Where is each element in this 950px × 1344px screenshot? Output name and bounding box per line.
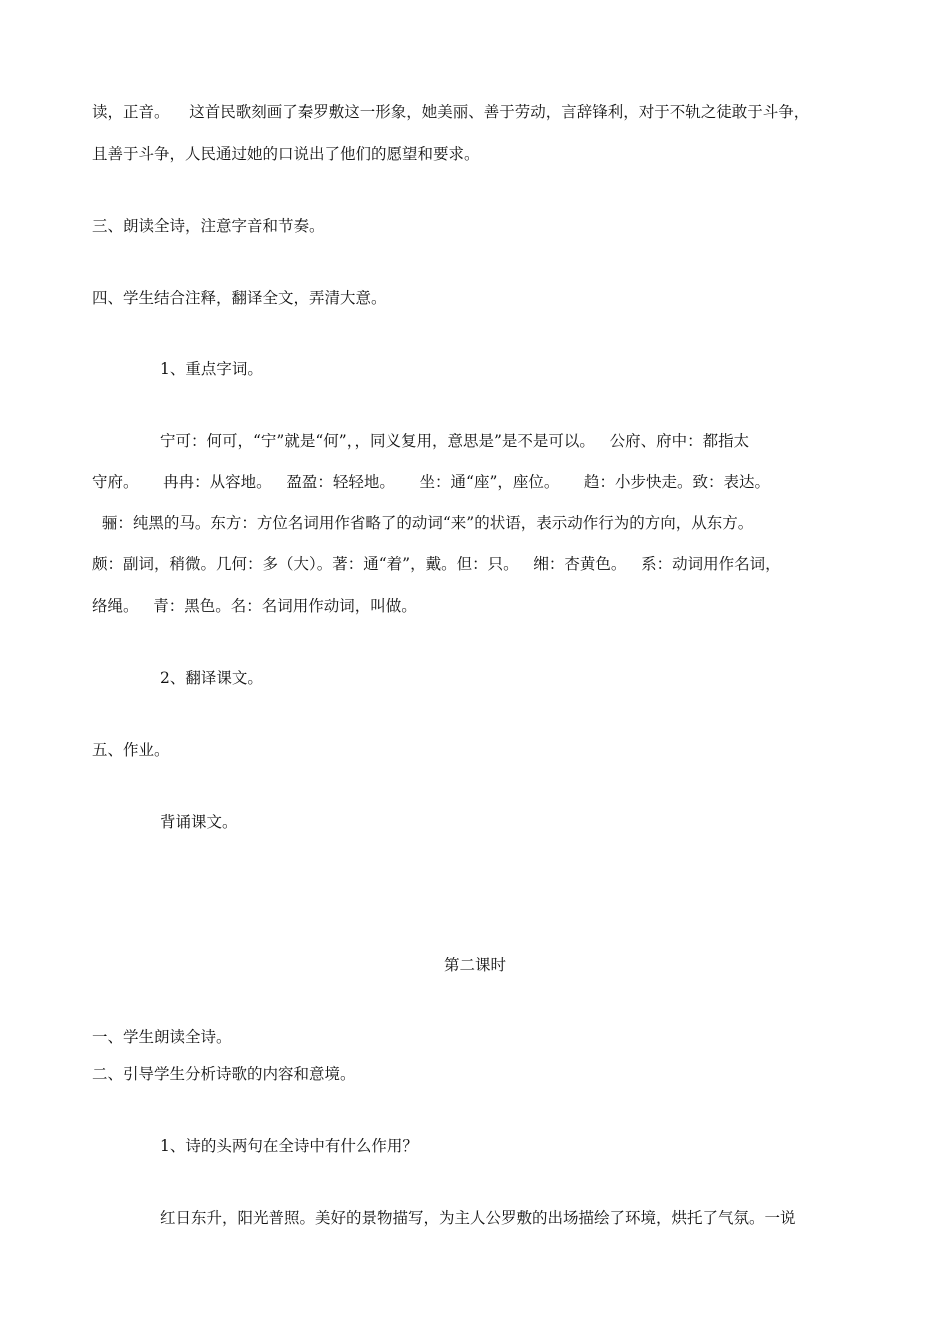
section-heading: 五、作业。 xyxy=(92,741,170,759)
paragraph-line: 背诵课文。 xyxy=(160,813,238,831)
paragraph-line: 络绳。 青：黑色。名：名词用作动词，叫做。 xyxy=(92,597,417,615)
paragraph-line: 宁可：何可，“宁”就是“何”，，同义复用，意思是”是不是可以。 公府、府中：都指太 xyxy=(160,432,750,450)
paragraph-line: 颇：副词，稍微。几何：多（大）。著：通“着”，戴。但：只。 缃：杏黄色。 系：动词用作名词， xyxy=(92,555,781,573)
subsection-heading: 1、重点字词。 xyxy=(160,360,263,378)
section-heading: 二、引导学生分析诗歌的内容和意境。 xyxy=(92,1065,356,1083)
section-heading: 四、学生结合注释，翻译全文，弄清大意。 xyxy=(92,289,387,307)
subsection-heading: 1、诗的头两句在全诗中有什么作用？ xyxy=(160,1137,418,1155)
paragraph-line: 守府。 冉冉：从容地。 盈盈：轻轻地。 坐：通“座”，座位。 趋：小步快走。致：表达。 xyxy=(92,473,771,491)
paragraph-line: 骊：纯黑的马。东方：方位名词用作省略了的动词“来”的状语，表示动作行为的方向，从东方。 xyxy=(92,514,754,532)
lesson-title: 第二课时 xyxy=(443,956,506,974)
paragraph-line: 且善于斗争，人民通过她的口说出了他们的愿望和要求。 xyxy=(92,145,480,163)
subsection-heading: 2、翻译课文。 xyxy=(160,669,263,687)
section-heading: 一、学生朗读全诗。 xyxy=(92,1028,232,1046)
paragraph-line: 读，正音。 这首民歌刻画了秦罗敷这一形象，她美丽、善于劳动，言辞锋利，对于不轨之徒敢于斗争， xyxy=(92,103,810,121)
section-heading: 三、朗读全诗，注意字音和节奏。 xyxy=(92,217,325,235)
paragraph-line: 红日东升，阳光普照。美好的景物描写，为主人公罗敷的出场描绘了环境，烘托了气氛。一说 xyxy=(160,1209,796,1227)
